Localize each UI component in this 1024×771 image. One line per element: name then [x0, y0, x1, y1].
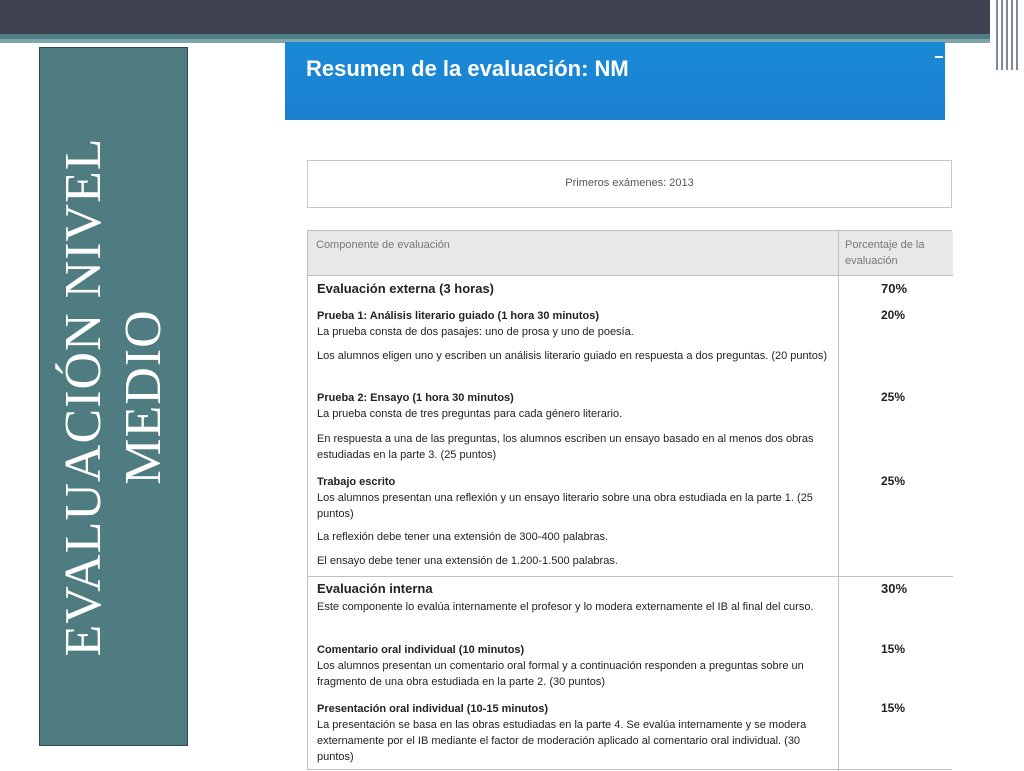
paper2-text1: La prueba consta de tres preguntas para cada género literario. — [317, 408, 623, 420]
section-divider — [308, 576, 953, 577]
paper2-percent: 25% — [881, 390, 906, 404]
written-text2: La reflexión debe tener una extensión de 300-400 palabras. — [317, 531, 609, 543]
col-header-percent: Porcentaje de la evaluación — [845, 239, 925, 267]
external-percent: 70% — [881, 281, 908, 296]
written-percent: 25% — [881, 474, 906, 488]
presentation-percent: 15% — [881, 701, 906, 715]
paper1-title: Prueba 1: Análisis literario guiado (1 hora 30 minutos) — [317, 310, 599, 322]
first-exams-box — [307, 160, 952, 208]
paper1-percent: 20% — [881, 308, 906, 322]
paper2-text2: En respuesta a una de las preguntas, los alumnos escriben un ensayo basado en al menos dos obras estudiadas en la parte 3. (25 puntos) — [317, 433, 814, 461]
paper1-text1: La prueba consta de dos pasajes: uno de prosa y uno de poesía. — [317, 326, 634, 338]
written-title: Trabajo escrito — [317, 476, 396, 488]
corner-decoration — [990, 0, 1024, 72]
first-exams-text: Primeros exámenes: 2013 — [565, 177, 694, 189]
internal-percent: 30% — [881, 581, 908, 596]
col-header-component: Componente de evaluación — [316, 239, 450, 251]
slide-title — [54, 137, 174, 656]
column-divider — [838, 231, 839, 771]
oral-title: Comentario oral individual (10 minutos) — [317, 644, 525, 656]
external-title: Evaluación externa (3 horas) — [317, 281, 495, 296]
paper1-text2: Los alumnos eligen uno y escriben un análisis literario guiado en respuesta a dos preguntas. (20 puntos) — [317, 350, 827, 362]
table-header — [308, 231, 953, 276]
internal-intro: Este componente lo evalúa internamente el profesor y lo modera externamente el IB al final del curso. — [317, 601, 814, 613]
written-text1: Los alumnos presentan una reflexión y un ensayo literario sobre una obra estudiada en la parte 1. (25 puntos) — [317, 492, 813, 520]
written-text3: El ensayo debe tener una extensión de 1.200-1.500 palabras. — [317, 555, 618, 567]
header-edge-mark — [935, 56, 943, 58]
document-header — [285, 42, 945, 120]
top-bar — [0, 0, 1024, 34]
document-title: Resumen de la evaluación: NM — [306, 56, 629, 81]
sidebar-title-box — [39, 47, 188, 746]
slide-title-line1: EVALUACIÓN NIVEL — [54, 136, 112, 657]
assessment-table — [307, 230, 952, 770]
slide-title-line2: MEDIO — [114, 308, 172, 485]
presentation-title: Presentación oral individual (10-15 minutos) — [317, 703, 549, 715]
oral-text: Los alumnos presentan un comentario oral formal y a continuación responden a preguntas sobre un fragmento de una obra estudiada en la parte 2. (30 puntos) — [317, 660, 804, 688]
paper2-title: Prueba 2: Ensayo (1 hora 30 minutos) — [317, 392, 514, 404]
presentation-text: La presentación se basa en las obras estudiadas en la parte 4. Se evalúa internamente y se modera externamente por el IB mediante el factor de moderación aplicado al comentario oral individual. (30 puntos) — [317, 719, 807, 763]
internal-title: Evaluación interna — [317, 581, 433, 596]
oral-percent: 15% — [881, 642, 906, 656]
